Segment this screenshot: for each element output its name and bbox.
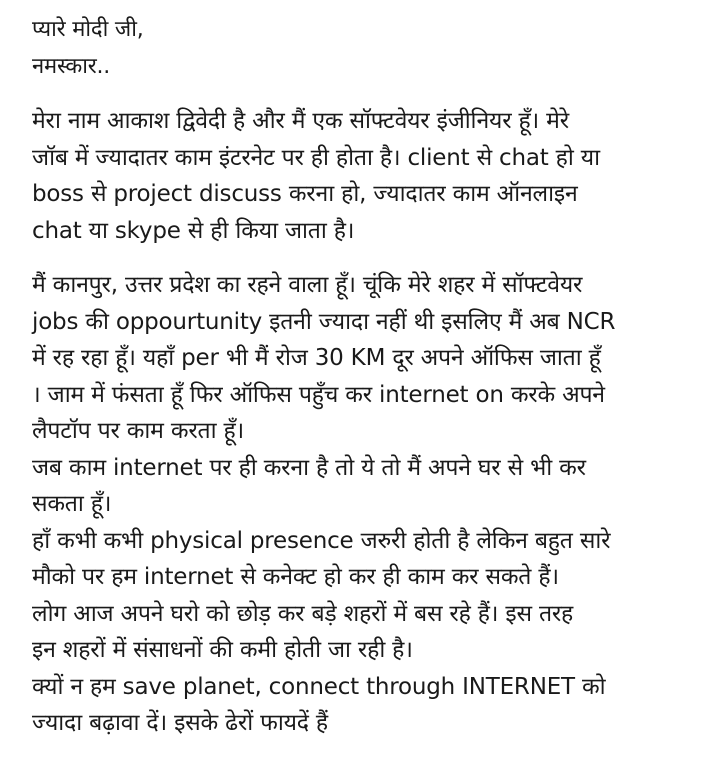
paragraph-line: मौको पर हम internet से कनेक्ट हो कर ही काम कर सकते हैं। xyxy=(32,564,559,590)
paragraph-line: मेरा नाम आकाश द्विवेदी है और मैं एक सॉफ्टवेयर इंजीनियर हूँ। मेरे xyxy=(32,108,569,134)
letter-header xyxy=(32,12,694,85)
paragraph-line: लोग आज अपने घरो को छोड़ कर बड़े शहरों में बस रहे हैं। इस तरह xyxy=(32,600,574,627)
paragraph-line: boss से project discuss करना हो, ज्यादातर काम ऑनलाइन xyxy=(32,181,578,207)
paragraph-line: हाँ कभी कभी physical presence जरुरी होती है लेकिन बहुत सारे xyxy=(32,527,611,554)
paragraph-gap xyxy=(32,249,694,267)
salutation: प्यारे मोदी जी, xyxy=(32,17,144,42)
paragraph-line: chat या skype से ही किया जाता है। xyxy=(32,217,355,244)
paragraph-line: सकता हूँ। xyxy=(32,491,112,517)
paragraph-line: में रह रहा हूँ। यहाँ per भी मैं रोज 30 KM दूर अपने ऑफिस जाता हूँ xyxy=(32,345,601,371)
paragraph-line: इन शहरों में संसाधनों की कमी होती जा रही है। xyxy=(32,637,413,663)
paragraph-1 xyxy=(32,103,694,249)
paragraph-line: लैपटॉप पर काम करता हूँ। xyxy=(32,418,245,444)
paragraph-line: । जाम में फंसता हूँ फिर ऑफिस पहुँच कर internet on करके अपने xyxy=(32,381,605,408)
paragraph-2 xyxy=(32,267,694,742)
paragraph-line: जब काम internet पर ही करना है तो ये तो मैं अपने घर से भी कर xyxy=(32,454,586,481)
paragraph-line: क्यों न हम save planet, connect through INTERNET को xyxy=(32,673,606,700)
paragraph-line: jobs की oppourtunity इतनी ज्यादा नहीं थी इसलिए मैं अब NCR xyxy=(32,308,616,335)
paragraph-gap xyxy=(32,85,694,103)
paragraph-line: जॉब में ज्यादातर काम इंटरनेट पर ही होता है। client से chat हो या xyxy=(32,144,600,171)
paragraph-line: मैं कानपुर, उत्तर प्रदेश का रहने वाला हूँ। चूंकि मेरे शहर में सॉफ्टवेयर xyxy=(32,272,583,298)
greeting: नमस्कार.. xyxy=(32,53,111,79)
paragraph-line: ज्यादा बढ़ावा दें। इसके ढेरों फायदें हैं xyxy=(32,710,328,736)
